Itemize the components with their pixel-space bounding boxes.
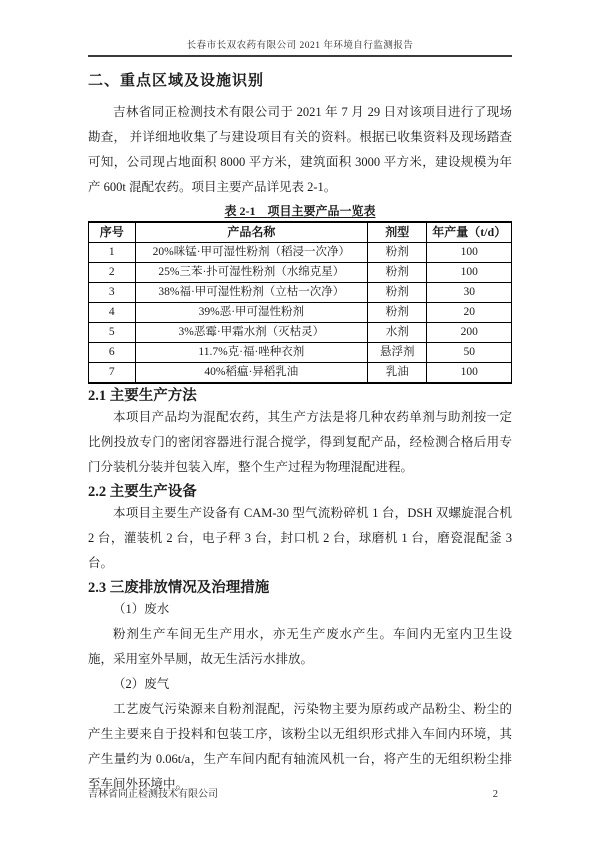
page-content [88, 0, 512, 797]
table-cell: 6 [89, 343, 136, 363]
col-header-product-name: 产品名称 [135, 222, 368, 243]
table-cell: 11.7%克·福·唑种衣剂 [135, 343, 368, 363]
products-table [88, 221, 512, 384]
table-row [89, 303, 512, 323]
subsection-2-2-heading: 2.2 主要生产设备 [88, 484, 197, 500]
page-header-title: 长春市长双农药有限公司 2021 年环境自行监测报告 [186, 41, 414, 51]
table-cell: 粉剂 [368, 243, 427, 263]
wastewater-paragraph: 粉剂生产车间无生产用水，亦无生产废水产生。车间内无室内卫生设施，采用室外旱厕，故无生活污水排放。 [88, 627, 512, 666]
col-header-annual-output: 年产量（t/d） [427, 222, 512, 243]
col-header-index: 序号 [89, 222, 136, 243]
table-cell: 200 [427, 323, 512, 343]
table-row [89, 323, 512, 343]
table-cell: 3%恶霉·甲霜水剂（灭枯灵） [135, 323, 368, 343]
subsection-2-2-paragraph: 本项目主要生产设备有 CAM-30 型气流粉碎机 1 台，DSH 双螺旋混合机 2 台，灌装机 2 台，电子秤 3 台，封口机 2 台，球磨机 1 台，磨瓷混配釜 3 台。 [88, 506, 512, 570]
table-row [89, 363, 512, 384]
table-cell: 粉剂 [368, 263, 427, 283]
table-header-row [89, 222, 512, 243]
table-cell: 25%三苯·扑可湿性粉剂（水绵克星） [135, 263, 368, 283]
wastewater-item-label: （1）废水 [113, 602, 170, 616]
table-cell: 悬浮剂 [368, 343, 427, 363]
table-cell: 20 [427, 303, 512, 323]
table-cell: 39%恶·甲可湿性粉剂 [135, 303, 368, 323]
table-cell: 50 [427, 343, 512, 363]
wastegas-item-label: （2）废气 [113, 677, 170, 691]
subsection-2-3-heading: 2.3 三废排放情况及治理措施 [88, 580, 270, 596]
table-row [89, 243, 512, 263]
table-cell: 7 [89, 363, 136, 384]
section-heading: 二、重点区域及设施识别 [88, 73, 265, 89]
page-footer [88, 785, 512, 800]
table-cell: 100 [427, 243, 512, 263]
table-cell: 20%咪锰·甲可湿性粉剂（稻浸一次净） [135, 243, 368, 263]
table-caption: 表 2-1 项目主要产品一览表 [224, 204, 376, 218]
table-cell: 4 [89, 303, 136, 323]
subsection-2-1-heading: 2.1 主要生产方法 [88, 388, 197, 404]
wastegas-paragraph: 工艺废气污染源来自粉剂混配，污染物主要为原药或产品粉尘、粉尘的产生主要来自于投料和包装工序，该粉尘以无组织形式排入车间内环境，其产生量约为 0.06t/a，生产车间内配有轴流风机一台，将产生的无组织粉尘排至车间外环境中。 [88, 702, 512, 791]
table-cell: 100 [427, 363, 512, 384]
table-cell: 水剂 [368, 323, 427, 343]
table-cell: 粉剂 [368, 303, 427, 323]
table-cell: 粉剂 [368, 283, 427, 303]
table-cell: 1 [89, 243, 136, 263]
table-cell: 2 [89, 263, 136, 283]
intro-paragraph: 吉林省同正检测技术有限公司于 2021 年 7 月 29 日对该项目进行了现场勘查， 并详细地收集了与建设项目有关的资料。根据已收集资料及现场踏查可知，公司现占地面积 8000 平方米，建筑面积 3000 平方米，建设规模为年产 600t 混配农药。项目主要产品详见表 2-1。 [88, 105, 512, 194]
table-cell: 100 [427, 263, 512, 283]
footer-company: 吉林省同正检测技术有限公司 [88, 789, 218, 800]
table-cell: 乳油 [368, 363, 427, 384]
table-cell: 38%福·甲可湿性粉剂（立枯一次净） [135, 283, 368, 303]
table-cell: 5 [89, 323, 136, 343]
table-row [89, 263, 512, 283]
table-cell: 30 [427, 283, 512, 303]
page-header [88, 0, 512, 57]
footer-page-number: 2 [492, 789, 498, 800]
table-cell: 3 [89, 283, 136, 303]
subsection-2-1-paragraph: 本项目产品均为混配农药，其生产方法是将几种农药单剂与助剂按一定比例投放专门的密闭容器进行混合搅学，得到复配产品，经检测合格后用专门分装机分装并包装入库，整个生产过程为物理混配进程。 [88, 410, 512, 474]
col-header-formulation: 剂型 [368, 222, 427, 243]
table-cell: 40%稻瘟·异稻乳油 [135, 363, 368, 384]
table-row [89, 343, 512, 363]
table-row [89, 283, 512, 303]
